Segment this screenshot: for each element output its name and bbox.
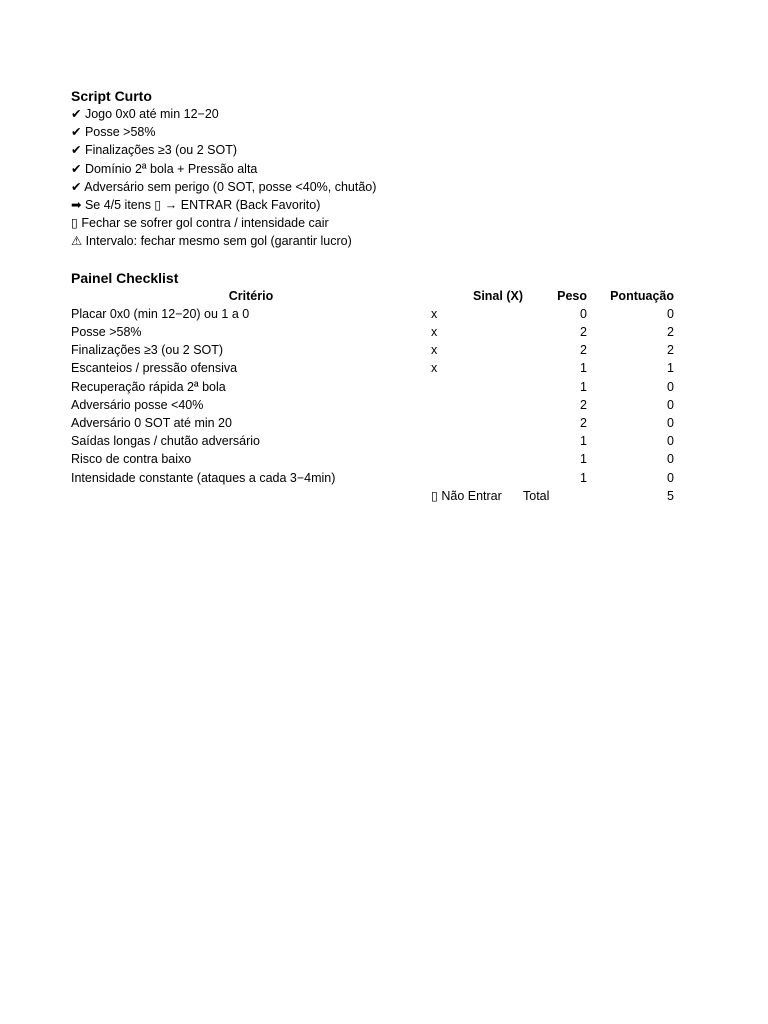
cell-pontuacao: 2 [667, 324, 674, 339]
footer-empty-cell [71, 487, 431, 505]
script-title: Script Curto [71, 88, 152, 104]
cell-peso: 1 [580, 361, 587, 376]
table-row [71, 341, 674, 359]
cell-criterio: Saídas longas / chutão adversário [71, 434, 261, 449]
cell-pontuacao: 2 [667, 343, 674, 358]
table-row [71, 323, 674, 341]
cell-criterio: Adversário 0 SOT até min 20 [71, 415, 232, 430]
cell-sinal: x [431, 361, 438, 376]
table-row [71, 305, 674, 323]
table-row [71, 378, 674, 396]
cell-pontuacao: 0 [667, 306, 674, 321]
checklist-table [71, 287, 674, 505]
checklist-footer-row [71, 487, 674, 505]
cell-sinal [431, 432, 523, 450]
section-spacer [71, 251, 691, 269]
checklist-title: Painel Checklist [71, 269, 179, 286]
checklist-header-row [71, 287, 674, 305]
cell-criterio: Risco de contra baixo [71, 452, 192, 467]
cell-criterio: Recuperação rápida 2ª bola [71, 379, 226, 394]
script-line: ✔ Posse >58% [71, 125, 156, 140]
cell-pontuacao: 1 [667, 361, 674, 376]
cell-criterio: Posse >58% [71, 324, 142, 339]
script-line: ✔ Jogo 0x0 até min 12−20 [71, 107, 219, 121]
cell-peso: 1 [580, 452, 587, 467]
table-row [71, 359, 674, 377]
cell-peso: 1 [580, 434, 587, 449]
cell-sinal [431, 378, 523, 396]
script-line: ▯ Fechar se sofrer gol contra / intensidade cair [71, 216, 329, 231]
table-row [71, 450, 674, 468]
cell-criterio: Adversário posse <40% [71, 397, 204, 412]
cell-pontuacao: 0 [667, 434, 674, 449]
cell-criterio: Escanteios / pressão ofensiva [71, 361, 238, 376]
script-line: ✔ Domínio 2ª bola + Pressão alta [71, 161, 258, 176]
cell-peso: 2 [580, 397, 587, 412]
header-pontuacao: Pontuação [610, 288, 674, 303]
script-line: ✔ Adversário sem perigo (0 SOT, posse <40%, chutão) [71, 179, 377, 194]
status-badge: ▯ Não Entrar [431, 488, 502, 503]
script-list [71, 105, 691, 251]
cell-sinal [431, 396, 523, 414]
cell-criterio: Finalizações ≥3 (ou 2 SOT) [71, 343, 224, 358]
document-page [71, 87, 691, 505]
table-row [71, 396, 674, 414]
cell-peso: 2 [580, 415, 587, 430]
table-row [71, 469, 674, 487]
cell-sinal [431, 450, 523, 468]
total-label: Total [523, 488, 550, 503]
cell-pontuacao: 0 [667, 452, 674, 467]
cell-pontuacao: 0 [667, 397, 674, 412]
header-peso: Peso [557, 288, 587, 303]
script-line: ✔ Finalizações ≥3 (ou 2 SOT) [71, 143, 238, 158]
cell-criterio: Intensidade constante (ataques a cada 3−4min) [71, 470, 336, 485]
cell-peso: 1 [580, 379, 587, 394]
cell-peso: 2 [580, 324, 587, 339]
cell-pontuacao: 0 [667, 379, 674, 394]
cell-sinal: x [431, 306, 438, 321]
cell-sinal [431, 414, 523, 432]
table-row [71, 432, 674, 450]
cell-sinal: x [431, 324, 438, 339]
cell-peso: 0 [580, 306, 587, 321]
cell-peso: 1 [580, 470, 587, 485]
cell-criterio: Placar 0x0 (min 12−20) ou 1 a 0 [71, 306, 250, 321]
script-line: ➡ Se 4/5 itens ▯ → ENTRAR (Back Favorito) [71, 197, 321, 212]
cell-peso: 2 [580, 343, 587, 358]
header-sinal: Sinal (X) [472, 288, 523, 303]
table-row [71, 414, 674, 432]
header-criterio: Critério [228, 288, 274, 303]
cell-pontuacao: 0 [667, 415, 674, 430]
cell-pontuacao: 0 [667, 470, 674, 485]
cell-sinal: x [431, 343, 438, 358]
total-value: 5 [667, 488, 674, 503]
script-line: ⚠ Intervalo: fechar mesmo sem gol (garantir lucro) [71, 234, 352, 249]
cell-sinal [431, 469, 523, 487]
